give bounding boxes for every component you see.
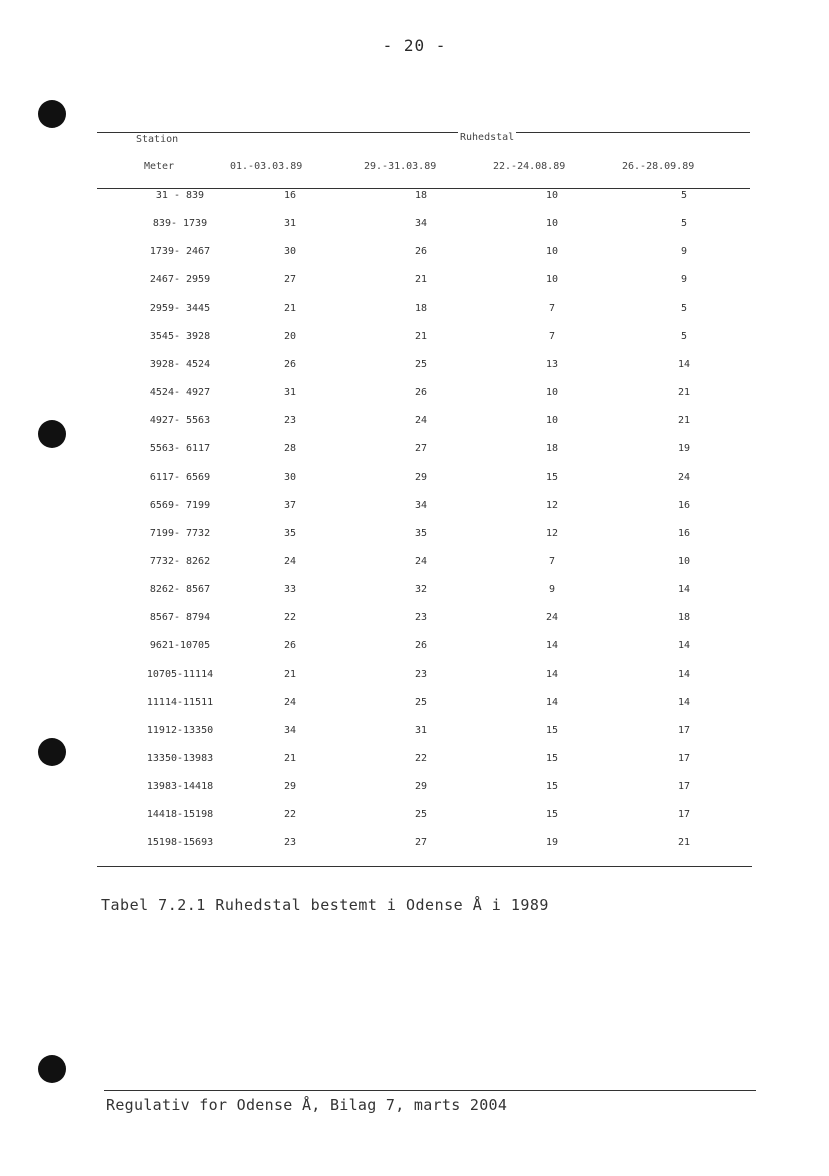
station-cell: 2959- 3445 — [149, 302, 211, 314]
ruhedstal-cell: 15 — [545, 753, 559, 764]
ruhedstal-cell: 9 — [680, 246, 688, 258]
ruhedstal-cell: 21 — [414, 330, 428, 342]
ruhedstal-cell: 21 — [414, 274, 428, 286]
station-cell: 6569- 7199 — [149, 499, 211, 511]
ruhedstal-cell: 22 — [414, 753, 428, 764]
ruhedstal-cell: 21 — [283, 753, 297, 764]
ruhedstal-cell: 10 — [545, 415, 559, 427]
ruhedstal-cell: 26 — [414, 640, 428, 652]
ruhedstal-cell: 30 — [283, 471, 297, 483]
ruhedstal-cell: 7 — [548, 330, 556, 342]
ruhedstal-cell: 32 — [414, 584, 428, 596]
station-cell: 3928- 4524 — [149, 358, 211, 370]
ruhedstal-cell: 24 — [545, 612, 559, 624]
header-meter-label: Meter — [144, 161, 175, 172]
ruhedstal-cell: 31 — [283, 387, 297, 398]
ruhedstal-cell: 9 — [680, 274, 688, 286]
ruhedstal-cell: 34 — [414, 499, 428, 511]
station-cell: 7199- 7732 — [149, 527, 211, 539]
ruhedstal-cell: 28 — [283, 443, 297, 455]
header-group-label: Ruhedstal — [460, 132, 515, 143]
ruhedstal-cell: 33 — [283, 584, 297, 596]
ruhedstal-cell: 14 — [677, 696, 691, 708]
ruhedstal-cell: 24 — [283, 556, 297, 567]
ruhedstal-cell: 16 — [677, 527, 691, 539]
ruhedstal-cell: 17 — [677, 724, 691, 736]
ruhedstal-cell: 35 — [283, 527, 297, 539]
ruhedstal-cell: 22 — [283, 809, 297, 821]
ruhedstal-cell: 27 — [414, 837, 428, 849]
ruhedstal-cell: 34 — [283, 724, 297, 736]
ruhedstal-cell: 17 — [677, 781, 691, 793]
ruhedstal-cell: 23 — [283, 415, 297, 427]
ruhedstal-cell: 26 — [414, 246, 428, 258]
binder-hole — [38, 100, 66, 128]
ruhedstal-cell: 34 — [414, 218, 428, 230]
ruhedstal-cell: 10 — [545, 218, 559, 230]
ruhedstal-cell: 29 — [414, 471, 428, 483]
page-number: - 20 - — [382, 36, 447, 55]
ruhedstal-cell: 21 — [677, 415, 691, 427]
ruhedstal-cell: 21 — [677, 387, 691, 398]
station-cell: 7732- 8262 — [149, 556, 211, 567]
ruhedstal-cell: 5 — [680, 218, 688, 230]
table-caption: Tabel 7.2.1 Ruhedstal bestemt i Odense Å i 1989 — [101, 896, 549, 914]
ruhedstal-cell: 23 — [414, 668, 428, 680]
station-cell: 31 - 839 — [155, 190, 205, 201]
table-top-rule — [97, 132, 750, 133]
ruhedstal-cell: 21 — [283, 302, 297, 314]
station-cell: 13350-13983 — [146, 753, 214, 764]
ruhedstal-cell: 24 — [414, 415, 428, 427]
ruhedstal-cell: 7 — [548, 302, 556, 314]
ruhedstal-cell: 17 — [677, 753, 691, 764]
table-bottom-rule — [97, 866, 752, 867]
station-cell: 8567- 8794 — [149, 612, 211, 624]
ruhedstal-cell: 13 — [545, 358, 559, 370]
ruhedstal-cell: 24 — [283, 696, 297, 708]
header-date-col-4: 26.-28.09.89 — [622, 161, 695, 172]
station-cell: 14418-15198 — [146, 809, 214, 821]
binder-hole — [38, 1055, 66, 1083]
ruhedstal-cell: 18 — [545, 443, 559, 455]
ruhedstal-cell: 22 — [283, 612, 297, 624]
ruhedstal-cell: 27 — [283, 274, 297, 286]
ruhedstal-cell: 12 — [545, 499, 559, 511]
ruhedstal-cell: 15 — [545, 724, 559, 736]
ruhedstal-cell: 14 — [545, 668, 559, 680]
ruhedstal-cell: 16 — [677, 499, 691, 511]
ruhedstal-cell: 21 — [283, 668, 297, 680]
station-cell: 13983-14418 — [146, 781, 214, 793]
header-station-label: Station — [136, 134, 179, 145]
station-cell: 4927- 5563 — [149, 415, 211, 427]
ruhedstal-cell: 29 — [283, 781, 297, 793]
ruhedstal-cell: 30 — [283, 246, 297, 258]
ruhedstal-cell: 19 — [545, 837, 559, 849]
ruhedstal-cell: 31 — [283, 218, 297, 230]
ruhedstal-cell: 10 — [545, 387, 559, 398]
ruhedstal-cell: 25 — [414, 696, 428, 708]
station-cell: 9621-10705 — [149, 640, 211, 652]
ruhedstal-cell: 23 — [414, 612, 428, 624]
ruhedstal-cell: 20 — [283, 330, 297, 342]
ruhedstal-cell: 25 — [414, 809, 428, 821]
station-cell: 15198-15693 — [146, 837, 214, 849]
ruhedstal-cell: 31 — [414, 724, 428, 736]
station-cell: 8262- 8567 — [149, 584, 211, 596]
ruhedstal-cell: 12 — [545, 527, 559, 539]
ruhedstal-cell: 16 — [283, 190, 297, 201]
ruhedstal-cell: 15 — [545, 781, 559, 793]
ruhedstal-cell: 10 — [545, 190, 559, 201]
ruhedstal-cell: 14 — [677, 640, 691, 652]
ruhedstal-cell: 10 — [545, 274, 559, 286]
station-cell: 3545- 3928 — [149, 330, 211, 342]
ruhedstal-cell: 18 — [414, 190, 428, 201]
ruhedstal-cell: 5 — [680, 302, 688, 314]
station-cell: 11912-13350 — [146, 724, 214, 736]
ruhedstal-cell: 14 — [677, 584, 691, 596]
station-cell: 11114-11511 — [146, 696, 214, 708]
ruhedstal-cell: 18 — [414, 302, 428, 314]
ruhedstal-cell: 25 — [414, 358, 428, 370]
ruhedstal-cell: 26 — [283, 640, 297, 652]
header-bottom-rule — [97, 188, 750, 189]
ruhedstal-cell: 29 — [414, 781, 428, 793]
ruhedstal-cell: 5 — [680, 330, 688, 342]
header-date-col-3: 22.-24.08.89 — [493, 161, 566, 172]
ruhedstal-cell: 10 — [545, 246, 559, 258]
ruhedstal-cell: 15 — [545, 809, 559, 821]
ruhedstal-cell: 24 — [414, 556, 428, 567]
ruhedstal-cell: 24 — [677, 471, 691, 483]
ruhedstal-cell: 14 — [677, 668, 691, 680]
ruhedstal-cell: 35 — [414, 527, 428, 539]
station-cell: 839- 1739 — [152, 218, 208, 230]
ruhedstal-cell: 19 — [677, 443, 691, 455]
ruhedstal-cell: 26 — [283, 358, 297, 370]
ruhedstal-cell: 10 — [677, 556, 691, 567]
station-cell: 10705-11114 — [146, 668, 214, 680]
station-cell: 2467- 2959 — [149, 274, 211, 286]
ruhedstal-cell: 26 — [414, 387, 428, 398]
ruhedstal-cell: 5 — [680, 190, 688, 201]
station-cell: 5563- 6117 — [149, 443, 211, 455]
footer-rule — [104, 1090, 756, 1091]
binder-hole — [38, 420, 66, 448]
header-date-col-2: 29.-31.03.89 — [364, 161, 437, 172]
ruhedstal-cell: 17 — [677, 809, 691, 821]
ruhedstal-cell: 37 — [283, 499, 297, 511]
ruhedstal-cell: 23 — [283, 837, 297, 849]
ruhedstal-cell: 9 — [548, 584, 556, 596]
ruhedstal-cell: 18 — [677, 612, 691, 624]
binder-hole — [38, 738, 66, 766]
ruhedstal-cell: 15 — [545, 471, 559, 483]
ruhedstal-cell: 27 — [414, 443, 428, 455]
station-cell: 6117- 6569 — [149, 471, 211, 483]
footer-text: Regulativ for Odense Å, Bilag 7, marts 2004 — [106, 1096, 508, 1114]
ruhedstal-cell: 7 — [548, 556, 556, 567]
station-cell: 4524- 4927 — [149, 387, 211, 398]
header-date-col-1: 01.-03.03.89 — [230, 161, 303, 172]
ruhedstal-cell: 14 — [545, 696, 559, 708]
ruhedstal-cell: 14 — [545, 640, 559, 652]
station-cell: 1739- 2467 — [149, 246, 211, 258]
ruhedstal-cell: 21 — [677, 837, 691, 849]
ruhedstal-cell: 14 — [677, 358, 691, 370]
